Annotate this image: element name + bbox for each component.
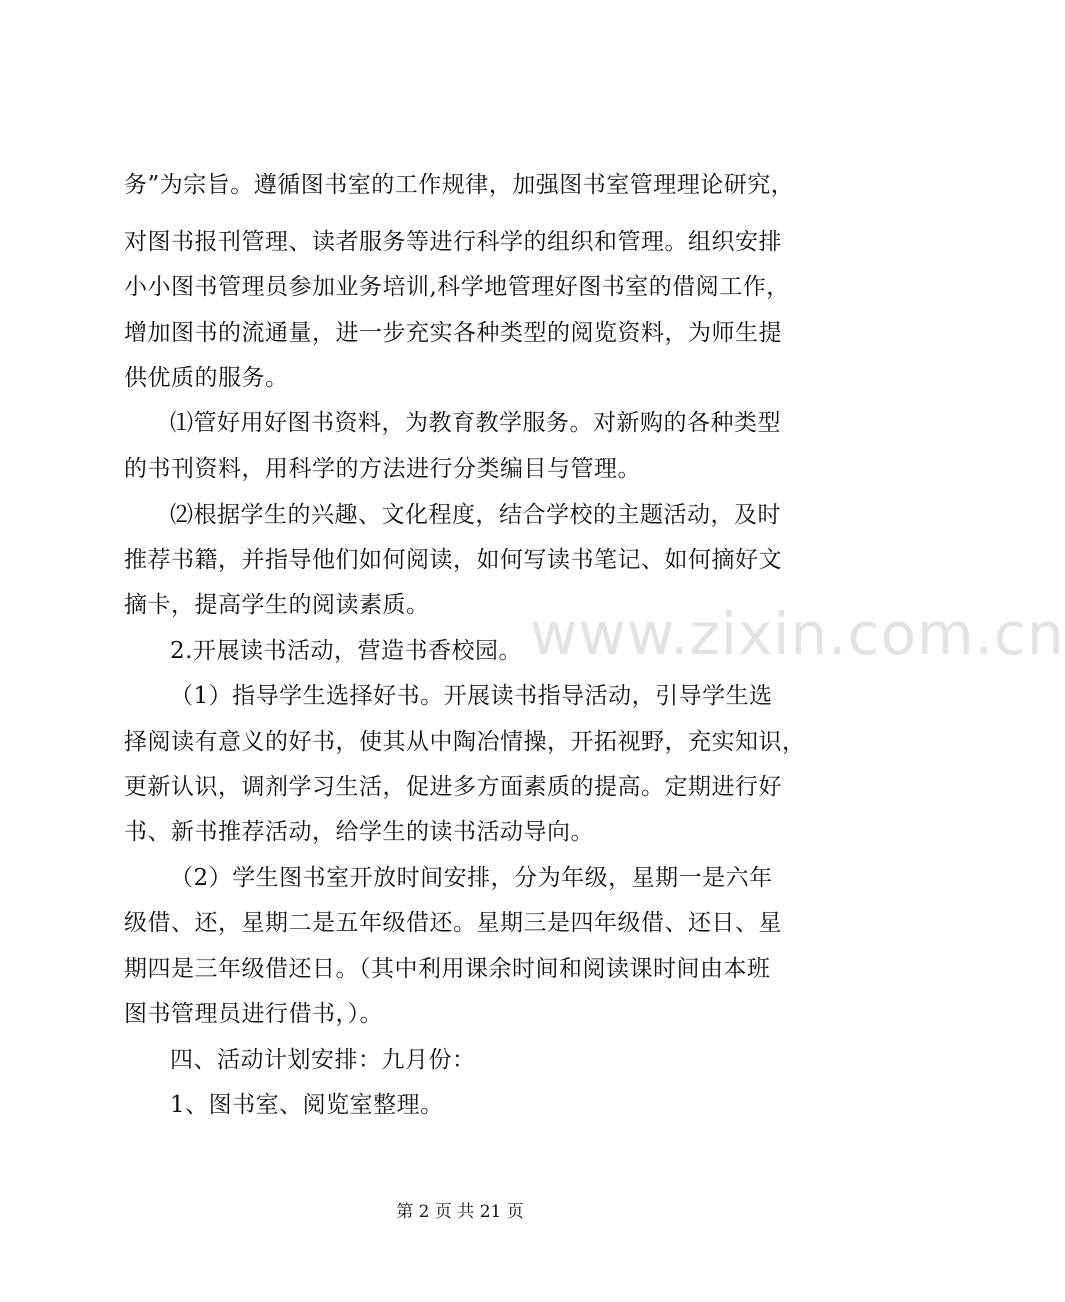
body-line: 期四是三年级借还日。（其中利用课余时间和阅读课时间由本班 [124, 956, 771, 982]
watermark: www.zixin.com.cn [530, 600, 1065, 668]
body-line: 2.开展读书活动，营造书香校园。 [170, 638, 522, 664]
body-line: （1）指导学生选择好书。开展读书指导活动，引导学生选 [170, 683, 773, 709]
section-heading: 四、活动计划安排：九月份： [170, 1047, 476, 1073]
body-line: 级借、还，星期二是五年级借还。星期三是四年级借、还日、星 [124, 910, 782, 936]
body-line: 择阅读有意义的好书，使其从中陶冶情操，开拓视野，充实知识， [124, 729, 806, 755]
body-line: 推荐书籍，并指导他们如何阅读，如何写读书笔记、如何摘好文 [124, 547, 782, 573]
body-line: 对图书报刊管理、读者服务等进行科学的组织和管理。组织安排 [124, 229, 782, 255]
body-line: 更新认识，调剂学习生活，促进多方面素质的提高。定期进行好 [124, 774, 782, 800]
body-line: 增加图书的流通量，进一步充实各种类型的阅览资料，为师生提 [124, 320, 782, 346]
page-footer: 第 2 页 共 21 页 [396, 1202, 524, 1222]
body-line: 1、图书室、阅览室整理。 [170, 1092, 444, 1118]
body-line: 的书刊资料，用科学的方法进行分类编目与管理。 [124, 456, 641, 482]
body-line: 供优质的服务。 [124, 365, 289, 391]
body-line: 书、新书推荐活动，给学生的读书活动导向。 [124, 819, 594, 845]
body-line: ⑵根据学生的兴趣、文化程度，结合学校的主题活动，及时 [170, 502, 781, 528]
body-line: 务”为宗旨。遵循图书室的工作规律，加强图书室管理理论研究， [124, 172, 795, 198]
body-line: ⑴管好用好图书资料，为教育教学服务。对新购的各种类型 [170, 410, 781, 436]
body-line: （2）学生图书室开放时间安排，分为年级，星期一是六年 [170, 865, 773, 891]
body-line: 小小图书管理员参加业务培训,科学地管理好图书室的借阅工作， [124, 274, 790, 300]
body-line: 摘卡，提高学生的阅读素质。 [124, 592, 430, 618]
body-line: 图书管理员进行借书，）。 [124, 1001, 383, 1027]
